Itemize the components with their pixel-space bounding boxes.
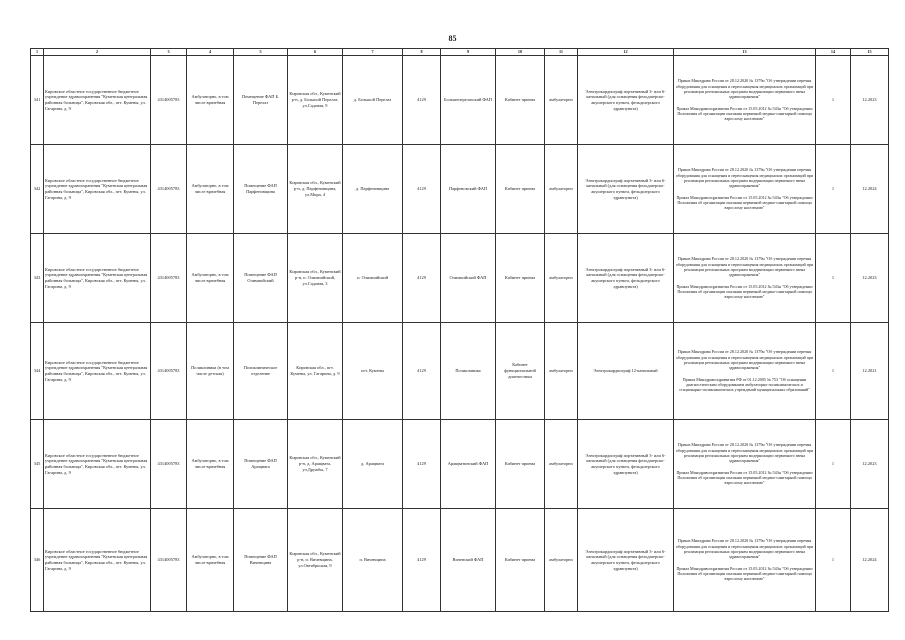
order-text: Приказ Минздрава России от 28.12.2020 № 1379н "Об утверждении перечня оборудования для оснащения и переоснащения медицинских организаций при реализации региональных программ модернизации первичного звена здравоохранения" <box>675 167 814 189</box>
quantity-cell: 1 <box>816 420 851 509</box>
row-number: 343 <box>31 234 44 323</box>
settlement-cell: п. Олимпийский <box>343 234 403 323</box>
service-type-cell: амбулаторно <box>545 509 578 612</box>
code-cell: 4129 <box>403 420 441 509</box>
address-cell: Кировская обл., Куменский р-н, д. Аращвата, ул.Дружбы, 7 <box>288 420 343 509</box>
equipment-register-table <box>30 48 889 612</box>
care-type-cell: Амбулаторно, в том числе врачебная <box>187 145 234 234</box>
inn-cell: 4314005783 <box>151 420 187 509</box>
unit-cell: Олимпийский ФАП <box>441 234 496 323</box>
orders-cell <box>674 420 816 509</box>
orders-cell <box>674 56 816 145</box>
care-type-cell: Поликлиника (в том числе детская) <box>187 323 234 420</box>
table-row <box>31 420 889 509</box>
service-type-cell: амбулаторно <box>545 234 578 323</box>
code-cell: 4129 <box>403 509 441 612</box>
room-cell: Кабинет приема <box>496 56 545 145</box>
settlement-cell: пгт. Кумены <box>343 323 403 420</box>
unit-cell: Аращватинский ФАП <box>441 420 496 509</box>
order-text: Приказ Минздравсоцразвития РФ от 01.12.2005 № 753 "Об оснащении диагностическим оборудованием амбулаторно-поликлинических и стационарно-поликлинических учреждений муниципальных образований" <box>679 376 810 393</box>
column-number: 13 <box>674 49 816 56</box>
orders-cell <box>674 509 816 612</box>
year-cell: 12.2023 <box>851 420 889 509</box>
room-cell: Кабинет функциональной диагностики <box>496 323 545 420</box>
address-cell: Кировская обл., пгт. Кумены, ул. Гагарина, д. 9 <box>288 323 343 420</box>
address-cell: Кировская обл., Куменский р-н, д. Большой Перелаз, ул.Садовая, 9 <box>288 56 343 145</box>
quantity-cell: 1 <box>816 509 851 612</box>
equipment-cell: Электрокардиограф портативный 3- или 6-канальный (для оснащения фельдшерско-акушерского пункта, фельдшерского здравпункта) <box>578 420 674 509</box>
room-cell: Кабинет приема <box>496 234 545 323</box>
row-number: 341 <box>31 56 44 145</box>
year-cell: 12.2023 <box>851 56 889 145</box>
column-number: 11 <box>545 49 578 56</box>
code-cell: 4129 <box>403 145 441 234</box>
year-cell: 12.2024 <box>851 145 889 234</box>
column-number: 5 <box>234 49 288 56</box>
order-text: Приказ Минздравсоцразвития России от 15.05.2012 № 543н "Об утверждении Положения об организации оказания первичной медико-санитарной помощи взрослому населению" <box>676 194 813 211</box>
column-number: 2 <box>44 49 151 56</box>
premises-cell: Поликлиническое отделение <box>234 323 288 420</box>
column-number: 3 <box>151 49 187 56</box>
settlement-cell: д. Парфеновщина <box>343 145 403 234</box>
order-text: Приказ Минздравсоцразвития России от 15.05.2012 № 543н "Об утверждении Положения об организации оказания первичной медико-санитарной помощи взрослому населению" <box>676 469 813 486</box>
year-cell: 12.2021 <box>851 323 889 420</box>
column-number: 12 <box>578 49 674 56</box>
row-number: 342 <box>31 145 44 234</box>
quantity-cell: 1 <box>816 56 851 145</box>
column-number: 9 <box>441 49 496 56</box>
equipment-cell: Электрокардиограф портативный 3- или 6-канальный (для оснащения фельдшерско-акушерского пункта, фельдшерского здравпункта) <box>578 145 674 234</box>
room-cell: Кабинет приема <box>496 420 545 509</box>
column-number: 15 <box>851 49 889 56</box>
year-cell: 12.2024 <box>851 509 889 612</box>
premises-cell: Помещение ФАП Парфеновщина <box>234 145 288 234</box>
quantity-cell: 1 <box>816 234 851 323</box>
order-text: Приказ Минздравсоцразвития России от 15.05.2012 № 543н "Об утверждении Положения об организации оказания первичной медико-санитарной помощи взрослому населению" <box>676 565 813 582</box>
care-type-cell: Амбулаторно, в том числе врачебная <box>187 509 234 612</box>
address-cell: Кировская обл., Куменский р-н, п. Олимпийский, ул.Садовая, 3 <box>288 234 343 323</box>
premises-cell: Помещение ФАП Аращвата <box>234 420 288 509</box>
quantity-cell: 1 <box>816 145 851 234</box>
settlement-cell: д. Большой Перелаз <box>343 56 403 145</box>
unit-cell: Вичевский ФАП <box>441 509 496 612</box>
orders-cell <box>674 145 816 234</box>
table-row <box>31 509 889 612</box>
organization-cell: Кировское областное государственное бюджетное учреждение здравоохранения "Куменская центральная районная больница", Кировская обл., пгт. Кумены, ул. Гагарина, д. 9 <box>44 145 151 234</box>
orders-cell <box>674 234 816 323</box>
column-number-row <box>31 49 889 56</box>
order-text: Приказ Минздрава России от 28.12.2020 № 1379н "Об утверждении перечня оборудования для оснащения и переоснащения медицинских организаций при реализации региональных программ модернизации первичного звена здравоохранения" <box>675 349 814 371</box>
premises-cell: Помещение ФАП Б. Перелаз <box>234 56 288 145</box>
unit-cell: Большеперелазский ФАП <box>441 56 496 145</box>
equipment-cell: Электрокардиограф портативный 3- или 6-канальный (для оснащения фельдшерско-акушерского пункта, фельдшерского здравпункта) <box>578 234 674 323</box>
code-cell: 4129 <box>403 234 441 323</box>
table-row <box>31 145 889 234</box>
unit-cell: Поликлиника <box>441 323 496 420</box>
service-type-cell: амбулаторно <box>545 145 578 234</box>
inn-cell: 4314005783 <box>151 509 187 612</box>
inn-cell: 4314005783 <box>151 234 187 323</box>
room-cell: Кабинет приема <box>496 145 545 234</box>
settlement-cell: д. Аращвата <box>343 420 403 509</box>
inn-cell: 4314005783 <box>151 323 187 420</box>
orders-cell <box>674 323 816 420</box>
column-number: 7 <box>343 49 403 56</box>
row-number: 344 <box>31 323 44 420</box>
inn-cell: 4314005783 <box>151 56 187 145</box>
column-number: 1 <box>31 49 44 56</box>
equipment-cell: Электрокардиограф портативный 3- или 6-канальный (для оснащения фельдшерско-акушерского пункта, фельдшерского здравпункта) <box>578 56 674 145</box>
code-cell: 4129 <box>403 323 441 420</box>
row-number: 345 <box>31 420 44 509</box>
order-text: Приказ Минздрава России от 28.12.2020 № 1379н "Об утверждении перечня оборудования для оснащения и переоснащения медицинских организаций при реализации региональных программ модернизации первичного звена здравоохранения" <box>675 538 814 560</box>
service-type-cell: амбулаторно <box>545 56 578 145</box>
organization-cell: Кировское областное государственное бюджетное учреждение здравоохранения "Куменская центральная районная больница", Кировская обл., пгт. Кумены, ул. Гагарина, д. 9 <box>44 56 151 145</box>
equipment-cell: Электрокардиограф портативный 3- или 6-канальный (для оснащения фельдшерско-акушерского пункта, фельдшерского здравпункта) <box>578 509 674 612</box>
service-type-cell: амбулаторно <box>545 420 578 509</box>
code-cell: 4129 <box>403 56 441 145</box>
organization-cell: Кировское областное государственное бюджетное учреждение здравоохранения "Куменская центральная районная больница", Кировская обл., пгт. Кумены, ул. Гагарина, д. 9 <box>44 509 151 612</box>
column-number: 10 <box>496 49 545 56</box>
table-row <box>31 323 889 420</box>
order-text: Приказ Минздравсоцразвития России от 15.05.2012 № 543н "Об утверждении Положения об организации оказания первичной медико-санитарной помощи взрослому населению" <box>676 105 813 122</box>
premises-cell: Помещение ФАП Вичевщина <box>234 509 288 612</box>
table-row <box>31 234 889 323</box>
care-type-cell: Амбулаторно, в том числе врачебная <box>187 56 234 145</box>
column-number: 4 <box>187 49 234 56</box>
order-text: Приказ Минздрава России от 28.12.2020 № 1379н "Об утверждении перечня оборудования для оснащения и переоснащения медицинских организаций при реализации региональных программ модернизации первичного звена здравоохранения" <box>675 442 814 464</box>
table-row <box>31 56 889 145</box>
quantity-cell: 1 <box>816 323 851 420</box>
unit-cell: Парфеновский ФАП <box>441 145 496 234</box>
room-cell: Кабинет приема <box>496 509 545 612</box>
page-number: 85 <box>448 34 457 43</box>
settlement-cell: п. Вичевщина <box>343 509 403 612</box>
address-cell: Кировская обл., Куменский р-н, п. Вичевщина, ул.Октябрьская, 9 <box>288 509 343 612</box>
year-cell: 12.2023 <box>851 234 889 323</box>
organization-cell: Кировское областное государственное бюджетное учреждение здравоохранения "Куменская центральная районная больница", Кировская обл., пгт. Кумены, ул. Гагарина, д. 9 <box>44 323 151 420</box>
row-number: 346 <box>31 509 44 612</box>
care-type-cell: Амбулаторно, в том числе врачебная <box>187 234 234 323</box>
address-cell: Кировская обл., Куменский р-н, д. Парфеновщина, ул.Мира, 4 <box>288 145 343 234</box>
organization-cell: Кировское областное государственное бюджетное учреждение здравоохранения "Куменская центральная районная больница", Кировская обл., пгт. Кумены, ул. Гагарина, д. 9 <box>44 420 151 509</box>
column-number: 6 <box>288 49 343 56</box>
column-number: 14 <box>816 49 851 56</box>
equipment-cell: Электрокардиограф 12-канальный <box>578 323 674 420</box>
premises-cell: Помещение ФАП Олимпийский <box>234 234 288 323</box>
order-text: Приказ Минздрава России от 28.12.2020 № 1379н "Об утверждении перечня оборудования для оснащения и переоснащения медицинских организаций при реализации региональных программ модернизации первичного звена здравоохранения" <box>675 78 814 100</box>
inn-cell: 4314005783 <box>151 145 187 234</box>
column-number: 8 <box>403 49 441 56</box>
order-text: Приказ Минздравсоцразвития России от 15.05.2012 № 543н "Об утверждении Положения об организации оказания первичной медико-санитарной помощи взрослому населению" <box>676 283 813 300</box>
order-text: Приказ Минздрава России от 28.12.2020 № 1379н "Об утверждении перечня оборудования для оснащения и переоснащения медицинских организаций при реализации региональных программ модернизации первичного звена здравоохранения" <box>675 256 814 278</box>
care-type-cell: Амбулаторно, в том числе врачебная <box>187 420 234 509</box>
organization-cell: Кировское областное государственное бюджетное учреждение здравоохранения "Куменская центральная районная больница", Кировская обл., пгт. Кумены, ул. Гагарина, д. 9 <box>44 234 151 323</box>
service-type-cell: амбулаторно <box>545 323 578 420</box>
